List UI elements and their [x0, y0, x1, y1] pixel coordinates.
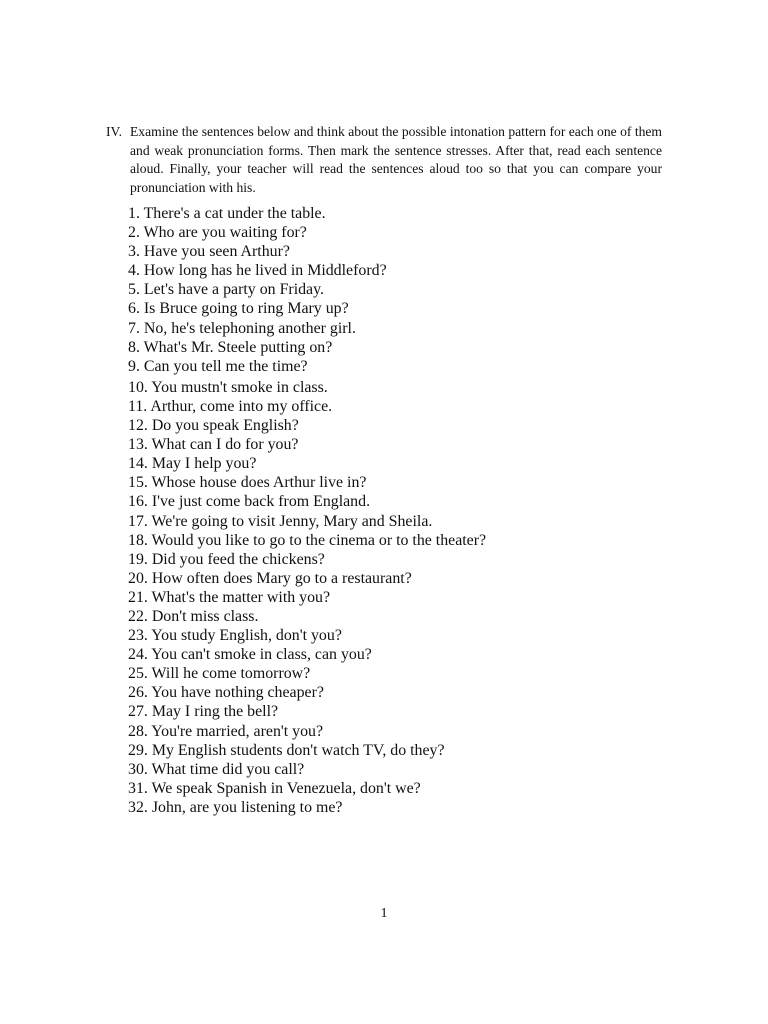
sentence-item: 11. Arthur, come into my office. — [128, 397, 333, 415]
sentence-item: 6. Is Bruce going to ring Mary up? — [128, 300, 349, 318]
sentence-item: 3. Have you seen Arthur? — [128, 243, 290, 261]
sentence-item: 24. You can't smoke in class, can you? — [128, 646, 372, 664]
sentence-item: 23. You study English, don't you? — [128, 627, 342, 645]
sentence-item: 30. What time did you call? — [128, 760, 305, 778]
sentence-item: 15. Whose house does Arthur live in? — [128, 474, 367, 492]
sentence-item: 26. You have nothing cheaper? — [128, 684, 324, 702]
sentence-item: 27. May I ring the bell? — [128, 703, 279, 721]
sentence-item: 1. There's a cat under the table. — [128, 205, 326, 222]
sentence-item: 25. Will he come tomorrow? — [128, 665, 311, 683]
sentence-item: 13. What can I do for you? — [128, 436, 299, 454]
sentence-item: 32. John, are you listening to me? — [128, 798, 343, 816]
sentence-item: 17. We're going to visit Jenny, Mary and Sheila. — [128, 512, 433, 530]
sentence-item: 10. You mustn't smoke in class. — [128, 378, 328, 396]
sentence-list — [128, 204, 688, 817]
sentence-item: 22. Don't miss class. — [128, 607, 259, 625]
sentence-item: 5. Let's have a party on Friday. — [128, 281, 324, 299]
sentence-item: 9. Can you tell me the time? — [128, 357, 308, 375]
sentence-item: 8. What's Mr. Steele putting on? — [128, 338, 333, 356]
sentence-item: 31. We speak Spanish in Venezuela, don't we? — [128, 779, 421, 797]
sentence-item: 28. You're married, aren't you? — [128, 722, 324, 740]
sentence-item: 14. May I help you? — [128, 455, 257, 473]
sentence-item: 29. My English students don't watch TV, do they? — [128, 741, 445, 759]
exercise-instructions — [106, 123, 662, 197]
exercise-numeral: IV. — [106, 124, 122, 139]
sentence-item: 21. What's the matter with you? — [128, 588, 331, 606]
page-number: 1 — [380, 906, 388, 921]
sentence-item: 12. Do you speak English? — [128, 417, 299, 435]
sentence-item: 4. How long has he lived in Middleford? — [128, 262, 387, 280]
sentence-item: 2. Who are you waiting for? — [128, 224, 307, 242]
sentence-item: 16. I've just come back from England. — [128, 493, 371, 511]
sentence-item: 18. Would you like to go to the cinema or to the theater? — [128, 531, 487, 549]
sentence-item: 20. How often does Mary go to a restaurant? — [128, 569, 412, 587]
exercise-instruction-text: Examine the sentences below and think about the possible intonation pattern for each one of them and weak pronunciation forms. Then mark the sentence stresses. After that, read each sentence aloud. Finally, your teacher will read the sentences aloud too so that you can compare your pronunciation with his. — [130, 124, 662, 195]
sentence-item: 19. Did you feed the chickens? — [128, 550, 325, 568]
sentence-item: 7. No, he's telephoning another girl. — [128, 319, 356, 337]
